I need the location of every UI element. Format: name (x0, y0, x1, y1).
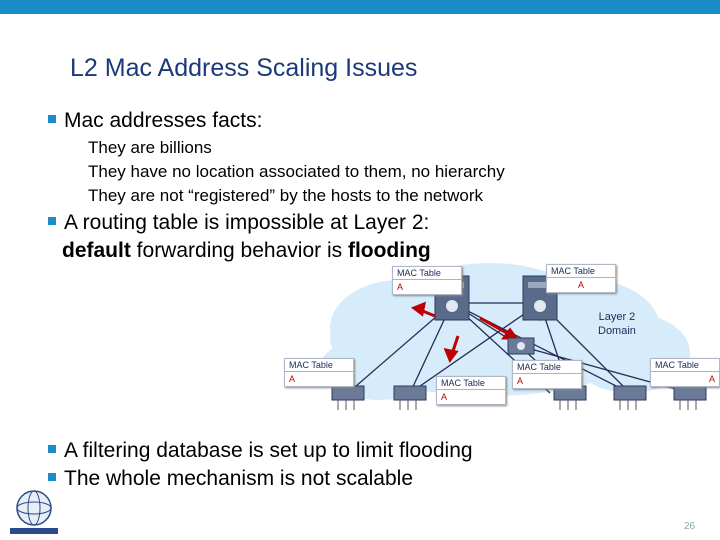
middle-switch (508, 338, 534, 354)
bullet-text: The whole mechanism is not scalable (64, 467, 414, 490)
bullet-square-icon (48, 115, 56, 123)
l2-domain-diagram (280, 258, 720, 418)
mac-table-header: MAC Table (284, 358, 354, 372)
access-switch (394, 386, 426, 410)
mac-table-entry: A (650, 372, 720, 387)
mac-table-top-right (546, 264, 616, 293)
sub-bullet-not-registered: They are not “registered” by the hosts to the network (88, 186, 483, 205)
bullet-text: Mac addresses facts: (64, 109, 263, 132)
access-switch (554, 386, 586, 410)
bullet-not-scalable (48, 466, 413, 492)
mac-table-center-right (512, 360, 582, 389)
sub-bullet-no-hierarchy: They have no location associated to them, no hierarchy (88, 162, 505, 181)
domain-line2: Domain (598, 325, 636, 337)
mac-table-entry: A (392, 280, 462, 295)
mac-table-header: MAC Table (436, 376, 506, 390)
mac-table-top-left (392, 266, 462, 295)
bold-default: default (62, 239, 131, 262)
mac-table-header: MAC Table (546, 264, 616, 278)
page-number: 26 (684, 521, 696, 532)
access-switch (332, 386, 364, 410)
mac-table-entry: A (436, 390, 506, 405)
bullet-routing-table (48, 210, 429, 236)
layer2-domain-label (598, 310, 636, 338)
mac-table-header: MAC Table (512, 360, 582, 374)
mac-table-header: MAC Table (650, 358, 720, 372)
bullet-text: A filtering database is set up to limit flooding (64, 439, 473, 462)
bullet-square-icon (48, 473, 56, 481)
bullet-filtering-database (48, 438, 473, 464)
domain-line1: Layer 2 (598, 311, 636, 323)
mac-table-header: MAC Table (392, 266, 462, 280)
mac-table-entry: A (512, 374, 582, 389)
top-accent-bar (0, 0, 720, 14)
mac-table-entry: A (284, 372, 354, 387)
bullet-square-icon (48, 445, 56, 453)
bullet-square-icon (48, 217, 56, 225)
bold-flooding: flooding (347, 239, 431, 262)
bullet-mac-facts (48, 108, 262, 134)
bullet-text: A routing table is impossible at Layer 2: (64, 211, 430, 234)
slide-title: L2 Mac Address Scaling Issues (70, 54, 418, 82)
mac-table-entry: A (546, 278, 616, 293)
mac-table-right (650, 358, 720, 387)
flooding-mid-text: forwarding behavior is (130, 239, 348, 262)
mac-table-left (284, 358, 354, 387)
organization-logo-icon (6, 488, 62, 538)
access-switch (614, 386, 646, 410)
access-switch (674, 386, 706, 410)
mac-table-center-bottom (436, 376, 506, 405)
sub-bullet-billions: They are billions (88, 138, 212, 157)
